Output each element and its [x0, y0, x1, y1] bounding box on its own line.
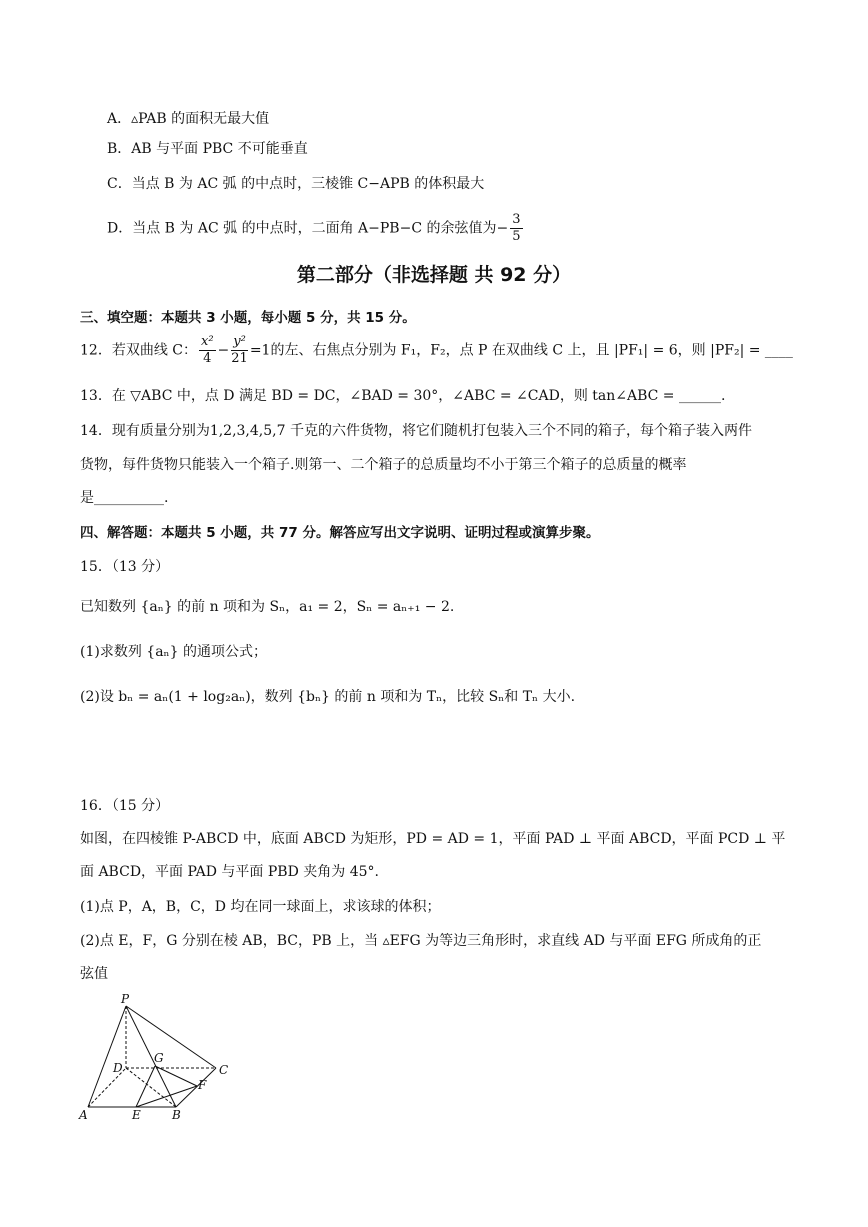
option-b: B．AB 与平面 PBC 不可能垂直	[107, 141, 308, 157]
edge-eg	[136, 1066, 155, 1107]
label-g: G	[154, 1051, 164, 1065]
label-p: P	[121, 992, 130, 1006]
q12-fraction-y-den: 21	[231, 351, 248, 366]
q12-fraction-x-num: x²	[200, 334, 214, 349]
label-d: D	[113, 1061, 123, 1075]
question-14-line-2: 货物，每件货物只能装入一个箱子.则第一、二个箱子的总质量均不小于第三个箱子的总质量的概率	[80, 457, 687, 473]
label-c: C	[219, 1063, 229, 1077]
edge-pa	[88, 1006, 126, 1107]
option-d-numerator: 3	[512, 212, 521, 227]
question-16-label: 16．（15 分）	[80, 798, 170, 814]
q12-fraction-x	[199, 334, 216, 367]
question-14-line-1: 14．现有质量分别为1,2,3,4,5,7 千克的六件货物，将它们随机打包装入三个不同的箱子，每个箱子装入两件	[80, 423, 752, 439]
question-16-line-2: 面 ABCD，平面 PAD 与平面 PBD 夹角为 45°.	[80, 864, 379, 880]
question-15-label: 15．（13 分）	[80, 559, 170, 575]
option-d-fraction	[510, 212, 522, 245]
question-14-line-3: 是__________.	[80, 490, 169, 506]
q12-minus: −	[217, 342, 230, 359]
edge-pb	[126, 1006, 176, 1107]
section-four-header: 四、解答题：本题共 5 小题，共 77 分。解答应写出文字说明、证明过程或演算步聚。	[80, 525, 600, 541]
option-d	[107, 212, 525, 245]
q12-pre: 12．若双曲线 C：	[80, 342, 197, 359]
pyramid-figure	[76, 992, 246, 1124]
part-two-title: 第二部分（非选择题 共 92 分）	[296, 264, 572, 286]
q12-post: =1的左、右焦点分别为 F₁，F₂，点 P 在双曲线 C 上，且 |PF₁| = 6，则 |PF₂| = ____	[249, 342, 793, 359]
question-12	[80, 334, 793, 367]
q12-fraction-y	[231, 334, 248, 367]
option-d-denominator: 5	[512, 229, 521, 244]
option-d-text: D．当点 B 为 AC 弧 的中点时，二面角 A−PB−C 的余弦值为−	[107, 220, 509, 237]
question-16-part-2-line-1: (2)点 E，F，G 分别在棱 AB，BC，PB 上，当 ▵EFG 为等边三角形时，求直线 AD 与平面 EFG 所成角的正	[80, 933, 762, 949]
label-b: B	[172, 1108, 181, 1122]
label-f: F	[198, 1078, 207, 1092]
option-a: A．▵PAB 的面积无最大值	[107, 111, 270, 127]
option-c: C．当点 B 为 AC 弧 的中点时，三棱锥 C−APB 的体积最大	[107, 176, 485, 192]
edge-gf	[155, 1066, 197, 1086]
question-16-part-2-line-2: 弦值	[80, 966, 108, 982]
q12-fraction-y-num: y²	[233, 334, 246, 349]
label-e: E	[132, 1108, 141, 1122]
edge-bc	[176, 1068, 216, 1107]
question-15-stem: 已知数列 {aₙ} 的前 n 项和为 Sₙ，a₁ = 2，Sₙ = aₙ₊₁ − 2.	[80, 599, 455, 615]
question-16-part-1: (1)点 P，A，B，C，D 均在同一球面上，求该球的体积；	[80, 899, 441, 915]
section-three-header: 三、填空题：本题共 3 小题，每小题 5 分，共 15 分。	[80, 310, 416, 326]
question-15-part-1: (1)求数列 {aₙ} 的通项公式；	[80, 644, 267, 660]
q12-fraction-x-den: 4	[203, 351, 212, 366]
label-a: A	[79, 1108, 88, 1122]
question-15-part-2: (2)设 bₙ = aₙ(1 + log₂aₙ)，数列 {bₙ} 的前 n 项和为 Tₙ，比较 Sₙ和 Tₙ 大小.	[80, 689, 576, 705]
edge-ef	[136, 1086, 197, 1107]
question-13: 13．在 ▽ABC 中，点 D 满足 BD = DC，∠BAD = 30°，∠ABC = ∠CAD，则 tan∠ABC = ______.	[80, 388, 726, 404]
edge-pc	[126, 1006, 216, 1068]
question-16-line-1: 如图，在四棱锥 P-ABCD 中，底面 ABCD 为矩形，PD = AD = 1，平面 PAD ⊥ 平面 ABCD，平面 PCD ⊥ 平	[80, 831, 786, 847]
